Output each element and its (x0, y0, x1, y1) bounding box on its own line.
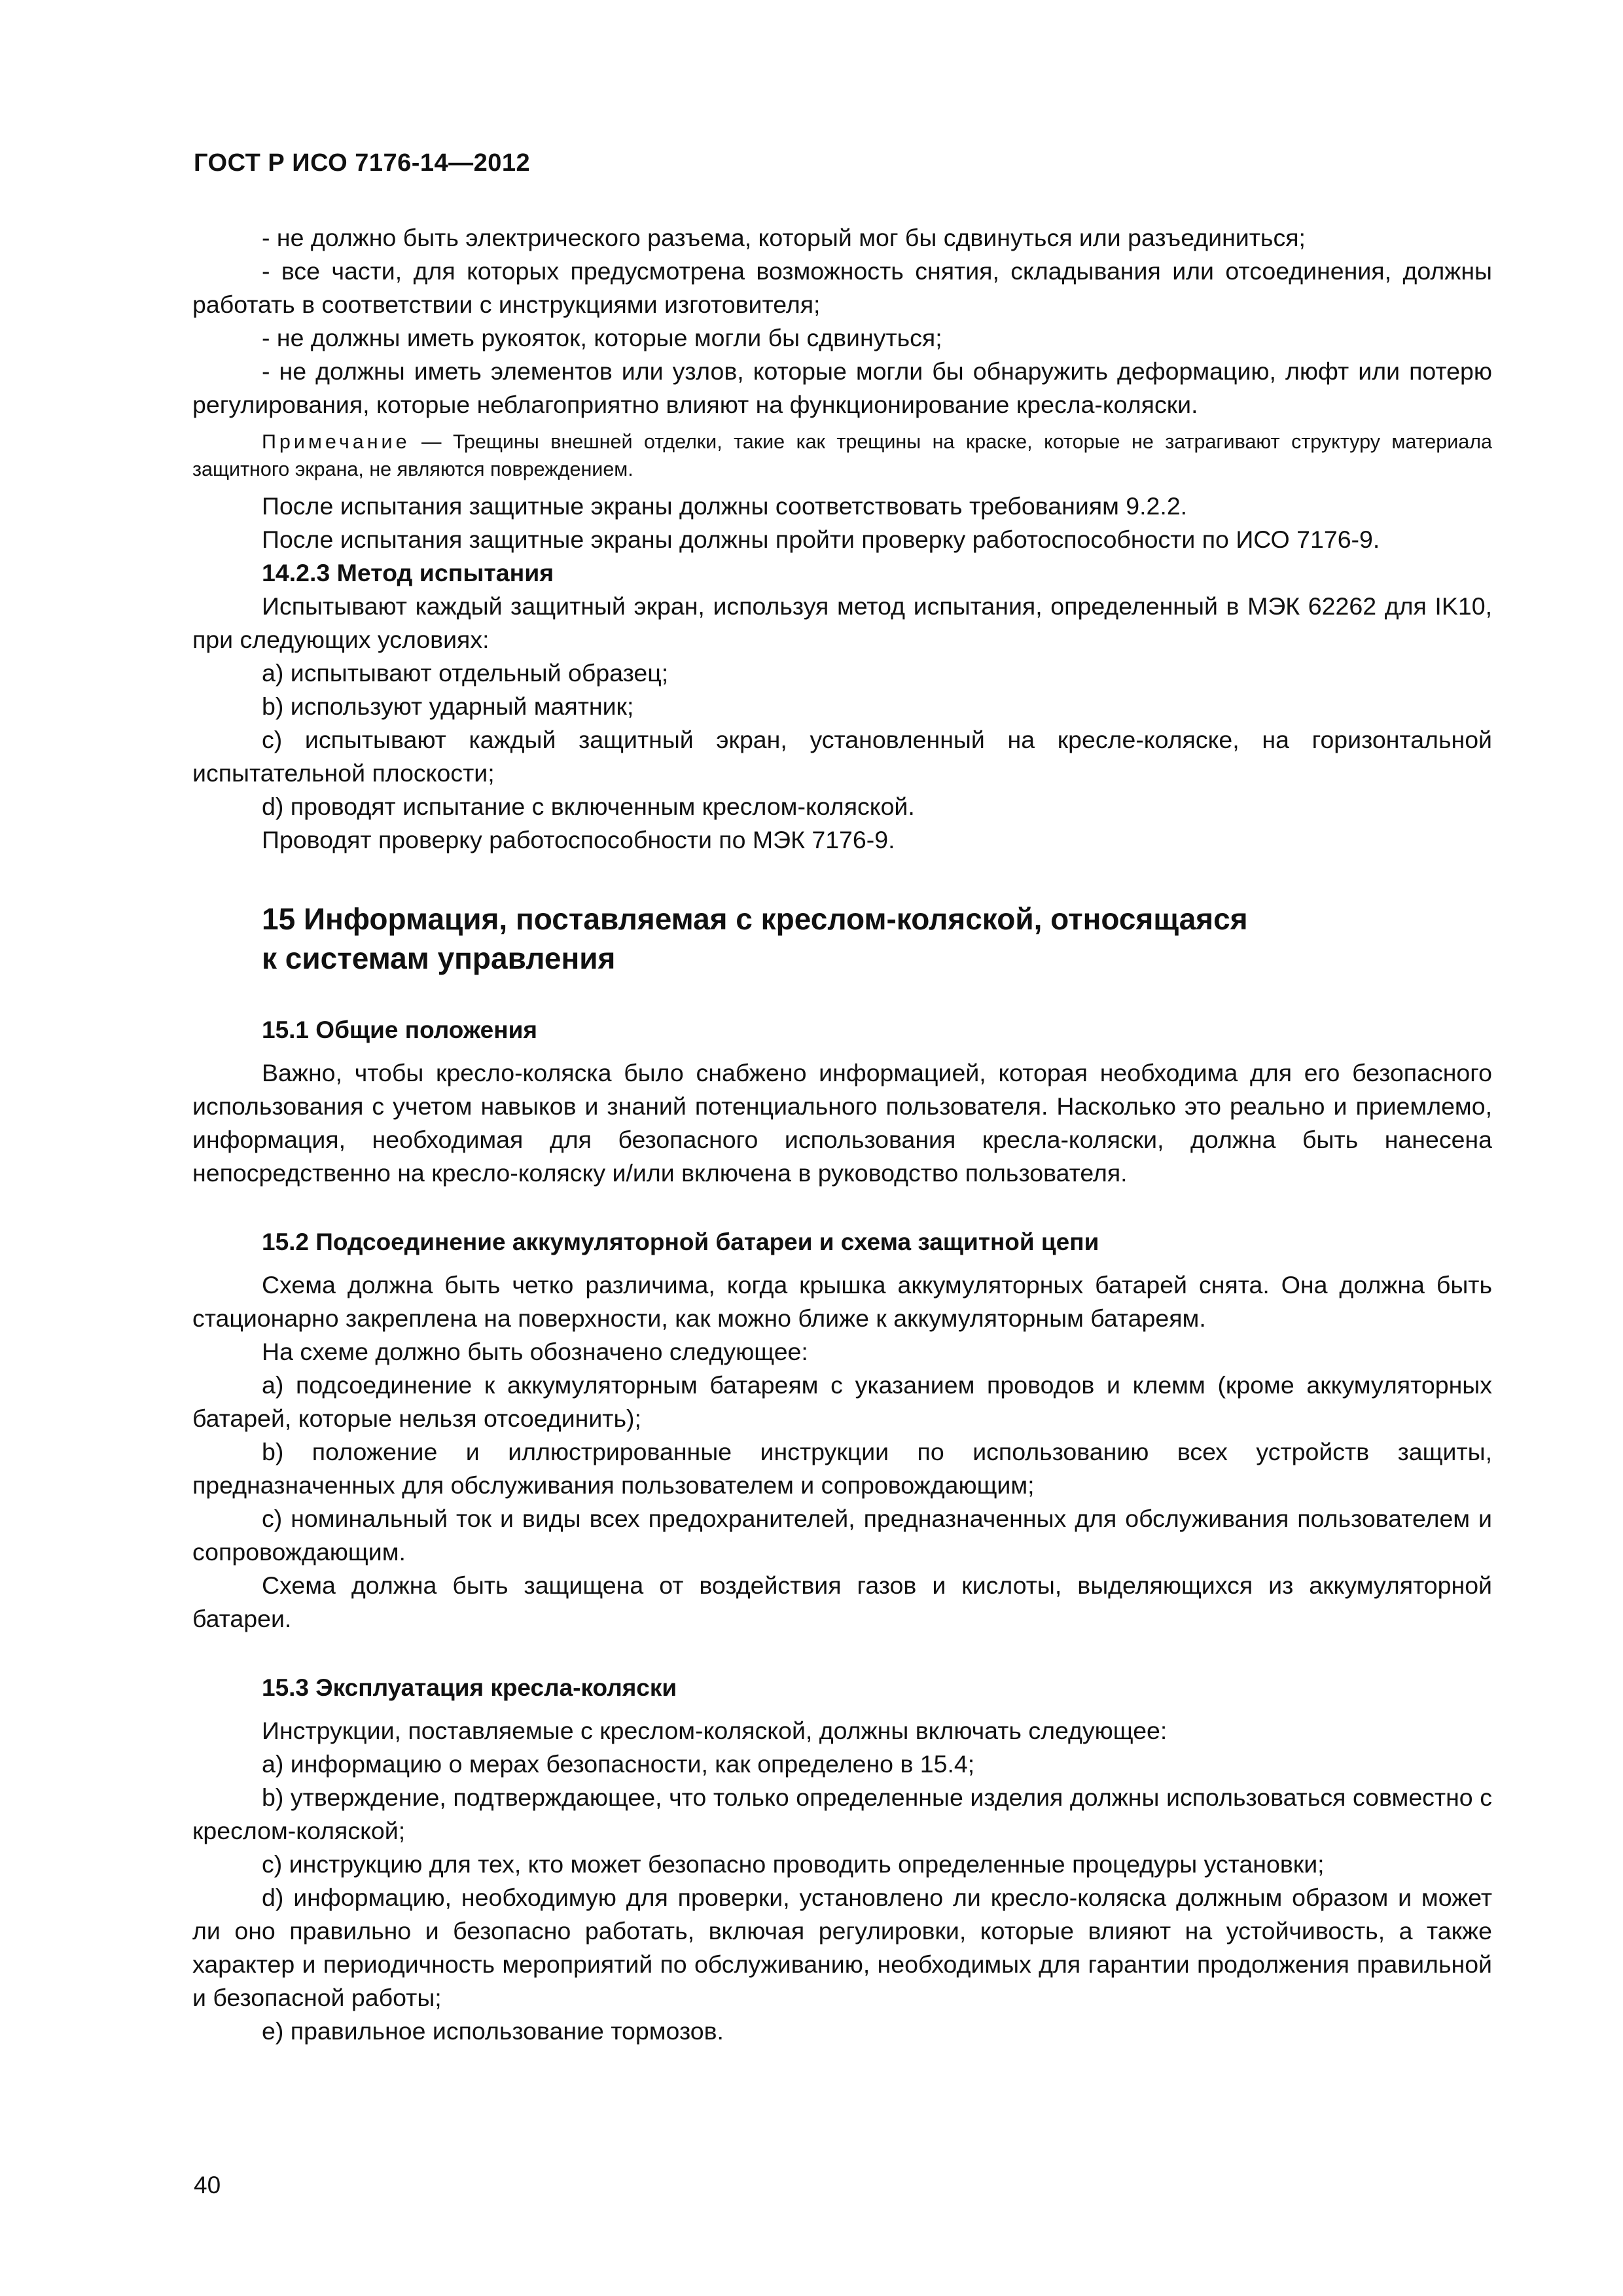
list-item: b) положение и иллюстрированные инструкции по использованию всех устройств защиты, предназначенных для обслуживания пользователем и сопровождающим; (192, 1438, 1492, 1499)
list-item: a) испытывают отдельный образец; (262, 659, 669, 687)
body-paragraph: - не должно быть электрического разъема, который мог бы сдвинуться или разъединиться; (262, 224, 1306, 251)
body-paragraph: Инструкции, поставляемые с креслом-коляской, должны включать следующее: (262, 1717, 1168, 1744)
list-item: c) номинальный ток и виды всех предохранителей, предназначенных для обслуживания пользователем и сопровождающим. (192, 1505, 1492, 1566)
note-paragraph (192, 428, 1492, 483)
subsection-heading-15-3: 15.3 Эксплуатация кресла-коляски (262, 1674, 677, 1701)
body-paragraph: - не должны иметь рукояток, которые могли бы сдвинуться; (262, 324, 942, 351)
list-item: c) инструкцию для тех, кто может безопасно проводить определенные процедуры установки; (262, 1850, 1325, 1878)
note-label: Примечание (262, 431, 410, 453)
list-item: b) используют ударный маятник; (262, 692, 634, 720)
body-paragraph: - все части, для которых предусмотрена возможность снятия, складывания или отсоединения, должны работать в соответствии с инструкциями изготовителя; (192, 257, 1492, 318)
body-paragraph: Важно, чтобы кресло-коляска было снабжено информацией, которая необходима для его безопасного использования с учетом навыков и знаний потенциального пользователя. Насколько это реально и приемлемо, информация, необходимая для безопасного использования кресла-коляски, должна быть нанесена непосредственно на кресло-коляску и/или включена в руководство пользователя. (192, 1059, 1492, 1187)
body-paragraph: Испытывают каждый защитный экран, используя метод испытания, определенный в МЭК 62262 для IK10, при следующих условиях: (192, 592, 1492, 653)
subsection-heading-15-1: 15.1 Общие положения (262, 1016, 537, 1043)
body-paragraph: На схеме должно быть обозначено следующее: (262, 1338, 808, 1365)
document-header: ГОСТ Р ИСО 7176-14—2012 (194, 149, 531, 177)
list-item: a) подсоединение к аккумуляторным батареям с указанием проводов и клемм (кроме аккумуляторных батарей, которые нельзя отсоединить); (192, 1371, 1492, 1432)
list-item: c) испытывают каждый защитный экран, установленный на кресле-коляске, на горизонтальной испытательной плоскости; (192, 726, 1492, 787)
document-body (192, 221, 1492, 2048)
subsection-heading-14-2-3: 14.2.3 Метод испытания (262, 559, 554, 586)
section-heading-15 (262, 899, 1492, 978)
list-item: a) информацию о мерах безопасности, как определено в 15.4; (262, 1750, 975, 1778)
body-paragraph: Проводят проверку работоспособности по МЭК 7176-9. (262, 826, 895, 853)
list-item: b) утверждение, подтверждающее, что только определенные изделия должны использоваться совместно с креслом-коляской; (192, 1784, 1492, 1844)
body-paragraph: После испытания защитные экраны должны пройти проверку работоспособности по ИСО 7176-9. (262, 526, 1380, 553)
body-paragraph: - не должны иметь элементов или узлов, которые могли бы обнаружить деформацию, люфт или потерю регулирования, которые неблагоприятно влияют на функционирование кресла-коляски. (192, 357, 1492, 418)
section-heading-line: 15 Информация, поставляемая с креслом-коляской, относящаяся (262, 902, 1248, 936)
list-item: d) проводят испытание с включенным креслом-коляской. (262, 793, 915, 820)
subsection-heading-15-2: 15.2 Подсоединение аккумуляторной батареи и схема защитной цепи (262, 1229, 1099, 1255)
page-number: 40 (194, 2172, 221, 2198)
section-heading-line: к системам управления (262, 941, 616, 975)
body-paragraph: После испытания защитные экраны должны соответствовать требованиям 9.2.2. (262, 492, 1188, 520)
note-text: — Трещины внешней отделки, такие как трещины на краске, которые не затрагивают структуру материала защитного экрана, не являются повреждением. (192, 431, 1492, 480)
body-paragraph: Схема должна быть защищена от воздействия газов и кислоты, выделяющихся из аккумуляторной батареи. (192, 1571, 1492, 1632)
list-item: e) правильное использование тормозов. (262, 2017, 724, 2045)
list-item: d) информацию, необходимую для проверки, установлено ли кресло-коляска должным образом и может ли оно правильно и безопасно работать, включая регулировки, которые влияют на устойчивость, а также характер и периодичность мероприятий по обслуживанию, необходимых для гарантии продолжения правильной и безопасной работы; (192, 1884, 1492, 2011)
body-paragraph: Схема должна быть четко различима, когда крышка аккумуляторных батарей снята. Она должна быть стационарно закреплена на поверхности, как можно ближе к аккумуляторным батареям. (192, 1271, 1492, 1332)
